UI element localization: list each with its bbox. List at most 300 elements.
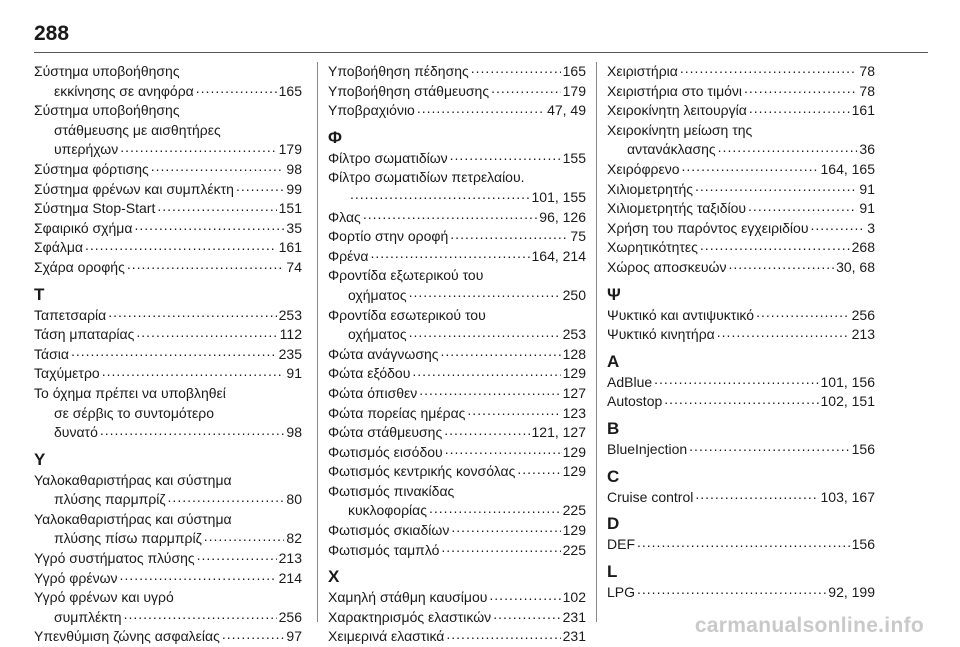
entry-pages[interactable]: 165 <box>278 82 302 99</box>
entry-pages[interactable]: 102 <box>562 589 586 606</box>
index-entry[interactable] <box>607 82 875 102</box>
entry-pages[interactable]: 155 <box>562 149 586 166</box>
entry-line-last <box>607 306 875 326</box>
index-section <box>607 286 875 345</box>
entry-pages[interactable]: 231 <box>562 608 586 625</box>
entry-term: Χειροκίνητη μείωση της <box>607 121 753 138</box>
entry-line <box>34 121 302 141</box>
entry-term: εκκίνησης σε ανηφόρα <box>54 82 194 99</box>
leader-dots <box>236 182 284 194</box>
entry-line <box>34 384 302 404</box>
entry-term: Χαμηλή στάθμη καυσίμου <box>328 589 488 606</box>
entry-term: Το όχημα πρέπει να υποβληθεί <box>34 384 226 401</box>
index-entry[interactable] <box>328 384 586 404</box>
entry-pages[interactable]: 74 <box>286 258 302 275</box>
leader-dots <box>85 240 277 252</box>
entry-term: AdBlue <box>607 373 653 390</box>
index-section <box>328 568 586 647</box>
section-letter: Τ <box>34 284 45 304</box>
entry-line-last <box>328 62 586 82</box>
entry-term: Φωτισμός κεντρικής κονσόλας <box>328 463 516 480</box>
entry-pages[interactable]: 91 <box>859 180 875 197</box>
leader-dots <box>441 347 561 359</box>
entry-line-last <box>328 588 586 608</box>
leader-dots <box>756 308 850 320</box>
entry-pages[interactable]: 121, 127 <box>531 424 586 441</box>
index-entry[interactable] <box>34 62 302 101</box>
entry-term: Σύστημα φόρτισης <box>34 160 149 177</box>
entry-line <box>328 266 586 286</box>
index-entry[interactable] <box>328 247 586 267</box>
entry-pages[interactable]: 253 <box>278 306 302 323</box>
entry-pages[interactable]: 161 <box>851 102 875 119</box>
index-entry[interactable] <box>607 101 875 121</box>
entry-pages[interactable]: 78 <box>859 82 875 99</box>
section-letter: C <box>607 466 620 486</box>
index-entry[interactable] <box>607 306 875 326</box>
entry-line-last <box>34 82 302 102</box>
entry-pages[interactable]: 129 <box>562 522 586 539</box>
entry-pages[interactable]: 91 <box>859 200 875 217</box>
entry-pages[interactable]: 213 <box>851 326 875 343</box>
index-entry[interactable] <box>607 160 875 180</box>
entry-term: Φωτισμός σκιαδίων <box>328 522 450 539</box>
entry-pages[interactable]: 129 <box>562 463 586 480</box>
entry-pages[interactable]: 98 <box>286 424 302 441</box>
entry-pages[interactable]: 97 <box>286 628 302 645</box>
index-entry[interactable] <box>607 392 875 412</box>
entry-line <box>607 121 875 141</box>
index-entry[interactable] <box>328 443 586 463</box>
index-entry[interactable] <box>607 535 875 555</box>
entry-pages[interactable]: 129 <box>562 365 586 382</box>
entry-term: Σύστημα Stop-Start <box>34 200 156 217</box>
leader-dots <box>222 629 285 641</box>
leader-dots <box>102 366 285 378</box>
index-entry[interactable] <box>328 482 586 521</box>
leader-dots <box>695 490 818 502</box>
leader-dots <box>419 386 560 398</box>
index-entry[interactable] <box>607 258 875 278</box>
leader-dots <box>136 327 277 339</box>
index-entry[interactable] <box>607 583 875 603</box>
entry-pages[interactable]: 98 <box>286 160 302 177</box>
entry-line-last <box>34 423 302 443</box>
entry-line-last <box>328 364 586 384</box>
index-section <box>607 515 875 555</box>
entry-line-last <box>328 404 586 424</box>
entry-pages[interactable]: 225 <box>562 502 586 519</box>
entry-term: πλύσης παρμπρίζ <box>54 491 166 508</box>
leader-dots <box>127 260 285 272</box>
entry-pages[interactable]: 80 <box>286 491 302 508</box>
leader-dots <box>637 585 826 597</box>
entry-pages[interactable]: 102, 151 <box>820 393 875 410</box>
entry-pages[interactable]: 127 <box>562 384 586 401</box>
entry-line-last <box>328 521 586 541</box>
entry-term: Φώτα όπισθεν <box>328 384 418 401</box>
index-section <box>328 129 586 560</box>
entry-line-last <box>34 627 302 647</box>
index-entry[interactable] <box>607 325 875 345</box>
entry-line-last <box>607 325 875 345</box>
entry-line-last <box>34 608 302 628</box>
entry-pages[interactable]: 101, 156 <box>820 373 875 390</box>
leader-dots <box>197 551 277 563</box>
entry-line-last <box>328 443 586 463</box>
entry-line-last <box>607 82 875 102</box>
leader-dots <box>637 537 850 549</box>
entry-term: δυνατό <box>54 424 98 441</box>
entry-term: Φλας <box>328 208 361 225</box>
leader-dots <box>417 103 545 115</box>
entry-line-last <box>328 188 586 208</box>
entry-line-last <box>328 101 586 121</box>
index-entry[interactable] <box>328 364 586 384</box>
entry-pages[interactable]: 164, 214 <box>531 247 586 264</box>
entry-pages[interactable]: 156 <box>851 536 875 553</box>
index-entry[interactable] <box>34 345 302 365</box>
index-entry[interactable] <box>34 471 302 510</box>
index-entry[interactable] <box>328 227 586 247</box>
leader-dots <box>445 445 561 457</box>
index-entry[interactable] <box>328 521 586 541</box>
leader-dots <box>412 366 560 378</box>
leader-dots <box>728 260 834 272</box>
index-entry[interactable] <box>34 384 302 443</box>
entry-term: Σύστημα φρένων και συμπλέκτη <box>34 180 234 197</box>
index-section <box>328 62 586 121</box>
index-entry[interactable] <box>607 180 875 200</box>
leader-dots <box>446 629 560 641</box>
entry-line-last <box>607 535 875 555</box>
entry-pages[interactable]: 78 <box>859 63 875 79</box>
entry-term: Σφαιρικό σχήμα <box>34 219 133 236</box>
entry-pages[interactable]: 96, 126 <box>539 208 586 225</box>
index-entry[interactable] <box>607 488 875 508</box>
leader-dots <box>168 492 285 504</box>
entry-term: Χωρητικότητες <box>607 239 698 256</box>
entry-term: Υποβοήθηση πέδησης <box>328 63 469 79</box>
entry-term: Χειμερινά ελαστικά <box>328 628 445 645</box>
index-entry[interactable] <box>328 404 586 424</box>
entry-term: DEF <box>607 536 635 553</box>
leader-dots <box>450 151 561 163</box>
entry-pages[interactable]: 151 <box>278 200 302 217</box>
page-number: 288 <box>34 22 70 45</box>
entry-pages[interactable]: 225 <box>562 541 586 558</box>
entry-pages[interactable]: 268 <box>851 239 875 256</box>
entry-line-last <box>328 286 586 306</box>
leader-dots <box>700 240 850 252</box>
entry-line <box>328 306 586 326</box>
index-entry[interactable] <box>328 345 586 365</box>
entry-line-last <box>328 149 586 169</box>
leader-dots <box>444 425 529 437</box>
entry-pages[interactable]: 235 <box>278 345 302 362</box>
index-entry[interactable] <box>607 440 875 460</box>
entry-term: Φωτισμός πινακίδας <box>328 482 455 499</box>
index-entry[interactable] <box>607 62 875 82</box>
entry-line <box>34 510 302 530</box>
index-entry[interactable] <box>328 588 586 608</box>
entry-line-last <box>328 384 586 404</box>
entry-pages[interactable]: 179 <box>278 141 302 158</box>
index-entry[interactable] <box>607 121 875 160</box>
index-entry[interactable] <box>328 541 586 561</box>
entry-line <box>34 101 302 121</box>
entry-pages[interactable]: 75 <box>570 228 586 245</box>
entry-term: Ταχύμετρο <box>34 365 100 382</box>
entry-line-last <box>328 227 586 247</box>
entry-term: Χειροκίνητη λειτουργία <box>607 102 747 119</box>
entry-line-last <box>34 160 302 180</box>
entry-pages[interactable]: 213 <box>278 550 302 567</box>
entry-pages[interactable]: 36 <box>859 141 875 158</box>
entry-line-last <box>34 364 302 384</box>
entry-term: Φωτισμός ταμπλό <box>328 541 440 558</box>
entry-line-last <box>34 306 302 326</box>
leader-dots <box>680 64 858 76</box>
index-entry[interactable] <box>34 364 302 384</box>
entry-line-last <box>34 345 302 365</box>
entry-pages[interactable]: 35 <box>286 219 302 236</box>
index-column-1 <box>34 62 302 645</box>
entry-pages[interactable]: 129 <box>562 443 586 460</box>
entry-term: Χαρακτηρισμός ελαστικών <box>328 608 492 625</box>
index-entry[interactable] <box>34 569 302 589</box>
leader-dots <box>350 190 530 202</box>
entry-line-last <box>607 373 875 393</box>
entry-line-last <box>607 180 875 200</box>
leader-dots <box>718 142 858 154</box>
entry-term: αντανάκλασης <box>627 141 716 158</box>
entry-term: Φροντίδα εσωτερικού του <box>328 306 486 323</box>
entry-line-last <box>607 392 875 412</box>
index-entry[interactable] <box>328 627 586 647</box>
entry-term: Χιλιομετρητής ταξιδίου <box>607 200 747 217</box>
leader-dots <box>749 103 850 115</box>
index-entry[interactable] <box>34 180 302 200</box>
leader-dots <box>370 249 529 261</box>
index-entry[interactable] <box>328 82 586 102</box>
index-section <box>34 286 302 443</box>
entry-line-last <box>607 160 875 180</box>
index-entry[interactable] <box>34 160 302 180</box>
leader-dots <box>100 425 285 437</box>
entry-pages[interactable]: 101, 155 <box>531 188 586 205</box>
entry-pages[interactable]: 161 <box>278 239 302 256</box>
entry-pages[interactable]: 179 <box>562 82 586 99</box>
section-letter: A <box>607 351 620 371</box>
entry-pages[interactable]: 47, 49 <box>547 102 586 119</box>
leader-dots <box>517 464 560 476</box>
entry-pages[interactable]: 164, 165 <box>820 160 875 177</box>
index-entry[interactable] <box>328 266 586 305</box>
leader-dots <box>748 201 857 213</box>
leader-dots <box>664 394 818 406</box>
entry-term: Υγρό φρένων <box>34 569 118 586</box>
entry-pages[interactable]: 112 <box>279 326 302 343</box>
entry-line-last <box>328 541 586 561</box>
entry-line-last <box>607 238 875 258</box>
leader-dots <box>682 162 819 174</box>
index-entry[interactable] <box>34 510 302 549</box>
entry-pages[interactable]: 253 <box>562 326 586 343</box>
entry-pages[interactable]: 165 <box>562 63 586 79</box>
index-entry[interactable] <box>607 199 875 219</box>
section-letter: D <box>607 514 620 534</box>
entry-pages[interactable]: 82 <box>286 530 302 547</box>
entry-pages[interactable]: 99 <box>286 180 302 197</box>
leader-dots <box>151 162 285 174</box>
entry-line-last <box>34 219 302 239</box>
entry-line <box>328 482 586 502</box>
entry-term: Χειριστήρια <box>607 63 678 79</box>
leader-dots <box>689 442 849 454</box>
index-entry[interactable] <box>328 208 586 228</box>
entry-term: Φρένα <box>328 247 369 264</box>
entry-term: Χιλιομετρητής <box>607 180 693 197</box>
index-section <box>607 563 875 603</box>
entry-pages[interactable]: 103, 167 <box>820 488 875 505</box>
entry-line-last <box>607 101 875 121</box>
entry-line-last <box>328 325 586 345</box>
entry-pages[interactable]: 156 <box>851 440 875 457</box>
entry-term: Υγρό φρένων και υγρό <box>34 589 174 606</box>
index-entry[interactable] <box>34 306 302 326</box>
entry-line-last <box>34 549 302 569</box>
index-entry[interactable] <box>607 238 875 258</box>
entry-line-last <box>328 208 586 228</box>
leader-dots <box>471 64 561 76</box>
entry-pages[interactable]: 231 <box>562 628 586 645</box>
entry-line-last <box>607 199 875 219</box>
entry-term: Υαλοκαθαριστήρας και σύστημα <box>34 471 232 488</box>
entry-pages[interactable]: 256 <box>851 306 875 323</box>
leader-dots <box>409 288 561 300</box>
header-rule <box>34 52 928 53</box>
entry-line <box>34 404 302 424</box>
entry-term: Σύστημα υποβοήθησης <box>34 63 180 79</box>
section-letter: Υ <box>34 449 46 469</box>
index-entry[interactable] <box>34 219 302 239</box>
entry-line <box>328 168 586 188</box>
entry-line-last <box>607 258 875 278</box>
leader-dots <box>363 210 537 222</box>
entry-term: Φίλτρο σωματιδίων πετρελαίου. <box>328 169 525 186</box>
entry-term: Υποβοήθηση στάθμευσης <box>328 82 490 99</box>
entry-term: Τάσια <box>34 345 69 362</box>
entry-pages[interactable]: 92, 199 <box>828 583 875 600</box>
entry-pages[interactable]: 128 <box>562 345 586 362</box>
entry-pages[interactable]: 3 <box>867 219 875 236</box>
entry-line-last <box>607 440 875 460</box>
entry-term: Σύστημα υποβοήθησης <box>34 102 180 119</box>
entry-line-last <box>328 608 586 628</box>
index-column-3 <box>597 62 875 622</box>
entry-line-last <box>34 325 302 345</box>
entry-line-last <box>328 247 586 267</box>
entry-term: Χρήση του παρόντος εγχειριδίου <box>607 219 809 236</box>
index-entry[interactable] <box>328 101 586 121</box>
entry-line-last <box>328 423 586 443</box>
leader-dots <box>441 543 560 555</box>
index-entry[interactable] <box>34 325 302 345</box>
index-entry[interactable] <box>34 101 302 160</box>
entry-line-last <box>607 219 875 239</box>
entry-term: Υαλοκαθαριστήρας και σύστημα <box>34 510 232 527</box>
index-entry[interactable] <box>328 62 586 82</box>
index-entry[interactable] <box>328 608 586 628</box>
index-entry[interactable] <box>34 549 302 569</box>
index-entry[interactable] <box>328 462 586 482</box>
entry-term: Φροντίδα εξωτερικού του <box>328 267 484 284</box>
leader-dots <box>493 610 560 622</box>
entry-line-last <box>607 62 875 82</box>
entry-term: στάθμευσης με αισθητήρες <box>54 121 221 138</box>
entry-pages[interactable]: 256 <box>278 608 302 625</box>
entry-line <box>34 588 302 608</box>
entry-line-last <box>34 140 302 160</box>
entry-term: Φώτα πορείας ημέρας <box>328 404 466 421</box>
section-letter: Χ <box>328 567 340 587</box>
entry-pages[interactable]: 250 <box>562 286 586 303</box>
entry-line-last <box>34 529 302 549</box>
leader-dots <box>157 201 276 213</box>
entry-pages[interactable]: 123 <box>562 404 586 421</box>
entry-line-last <box>328 345 586 365</box>
index-entry[interactable] <box>34 238 302 258</box>
section-letter: Ψ <box>607 284 621 304</box>
entry-pages[interactable]: 30, 68 <box>836 258 875 275</box>
leader-dots <box>467 406 560 418</box>
index-entry[interactable] <box>328 149 586 169</box>
leader-dots <box>71 347 277 359</box>
entry-pages[interactable]: 214 <box>278 569 302 586</box>
index-entry[interactable] <box>607 373 875 393</box>
index-entry[interactable] <box>328 423 586 443</box>
entry-term: Φίλτρο σωματιδίων <box>328 149 448 166</box>
entry-term: Ταπετσαρία <box>34 306 107 323</box>
index-entry[interactable] <box>34 588 302 627</box>
index-entry[interactable] <box>328 168 586 207</box>
leader-dots <box>120 142 276 154</box>
entry-line-last <box>34 569 302 589</box>
entry-term: Autostop <box>607 393 663 410</box>
entry-term: Φωτισμός εισόδου <box>328 443 443 460</box>
entry-term: πλύσης πίσω παρμπρίζ <box>54 530 202 547</box>
entry-term: οχήματος <box>348 326 407 343</box>
section-letter: Φ <box>328 127 342 147</box>
index-entry[interactable] <box>328 306 586 345</box>
entry-line-last <box>607 583 875 603</box>
entry-line-last <box>328 627 586 647</box>
index-entry[interactable] <box>607 219 875 239</box>
entry-pages[interactable]: 91 <box>286 365 302 382</box>
leader-dots <box>489 590 560 602</box>
index-entry[interactable] <box>34 199 302 219</box>
index-entry[interactable] <box>34 627 302 647</box>
leader-dots <box>450 229 568 241</box>
section-letter: L <box>607 561 618 581</box>
leader-dots <box>108 308 276 320</box>
entry-term: BlueInjection <box>607 440 688 457</box>
index-entry[interactable] <box>34 258 302 278</box>
entry-term: κυκλοφορίας <box>348 502 428 519</box>
entry-term: Φώτα στάθμευσης <box>328 424 443 441</box>
leader-dots <box>811 221 866 233</box>
